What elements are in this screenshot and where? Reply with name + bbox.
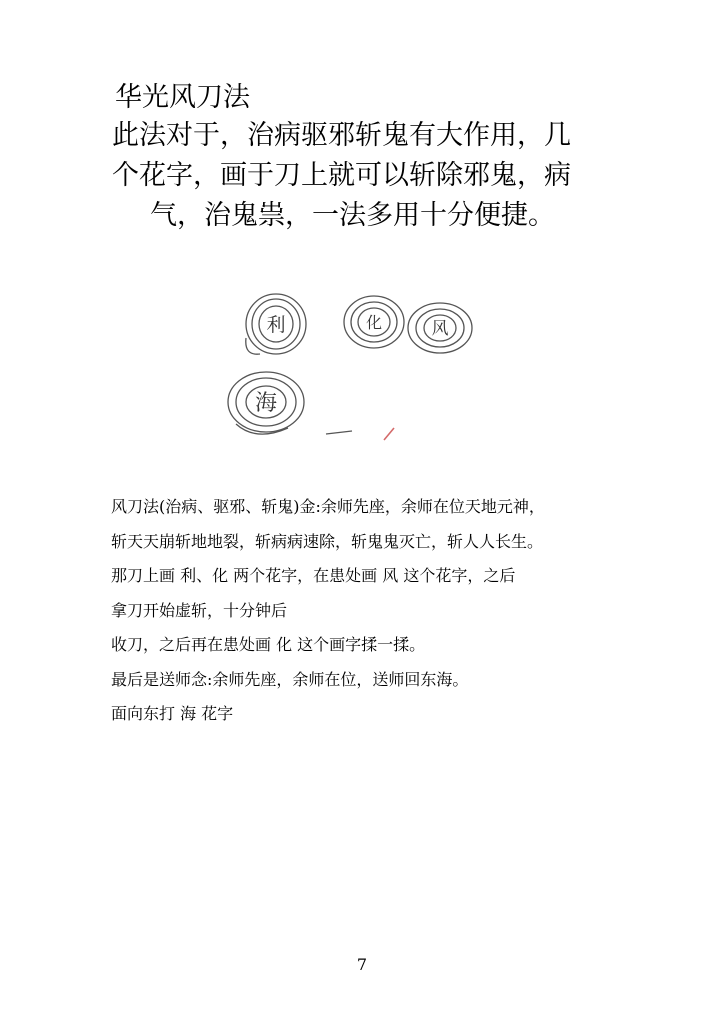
page-number: 7 — [356, 955, 368, 974]
intro-paragraph — [112, 116, 622, 236]
pen-stroke — [326, 431, 352, 434]
body-line: 斩天天崩斩地地裂，斩病病速除，斩鬼鬼灭亡，斩人人长生。 — [111, 531, 544, 551]
body-line: 拿刀开始虚斩，十分钟后 — [111, 600, 288, 620]
body-line: 面向东打 海 花字 — [111, 704, 234, 723]
talisman-drawing — [226, 286, 486, 446]
glyph-hua: 化 — [365, 313, 383, 332]
red-mark — [384, 428, 394, 440]
body-line: 那刀上画 利、化 两个花字，在患处画 风 这个花字，之后 — [111, 566, 516, 585]
intro-line: 个花字，画于刀上就可以斩除邪鬼，病 — [112, 160, 571, 191]
body-line: 最后是送师念:余师先座，余师在位，送师回东海。 — [111, 669, 469, 689]
glyph-feng: 风 — [431, 319, 449, 339]
body-paragraph — [111, 490, 621, 732]
glyph-hai: 海 — [254, 391, 278, 416]
body-line: 收刀，之后再在患处画 化 这个画字揉一揉。 — [111, 635, 426, 654]
intro-line: 气，治鬼祟，一法多用十分便捷。 — [150, 200, 555, 231]
body-line: 风刀法(治病、驱邪、斩鬼)金:余师先座，余师在位天地元神， — [111, 497, 545, 516]
glyph-li: 利 — [266, 314, 286, 336]
page-title: 华光风刀法 — [115, 82, 250, 113]
intro-line: 此法对于，治病驱邪斩鬼有大作用，几 — [112, 120, 571, 151]
